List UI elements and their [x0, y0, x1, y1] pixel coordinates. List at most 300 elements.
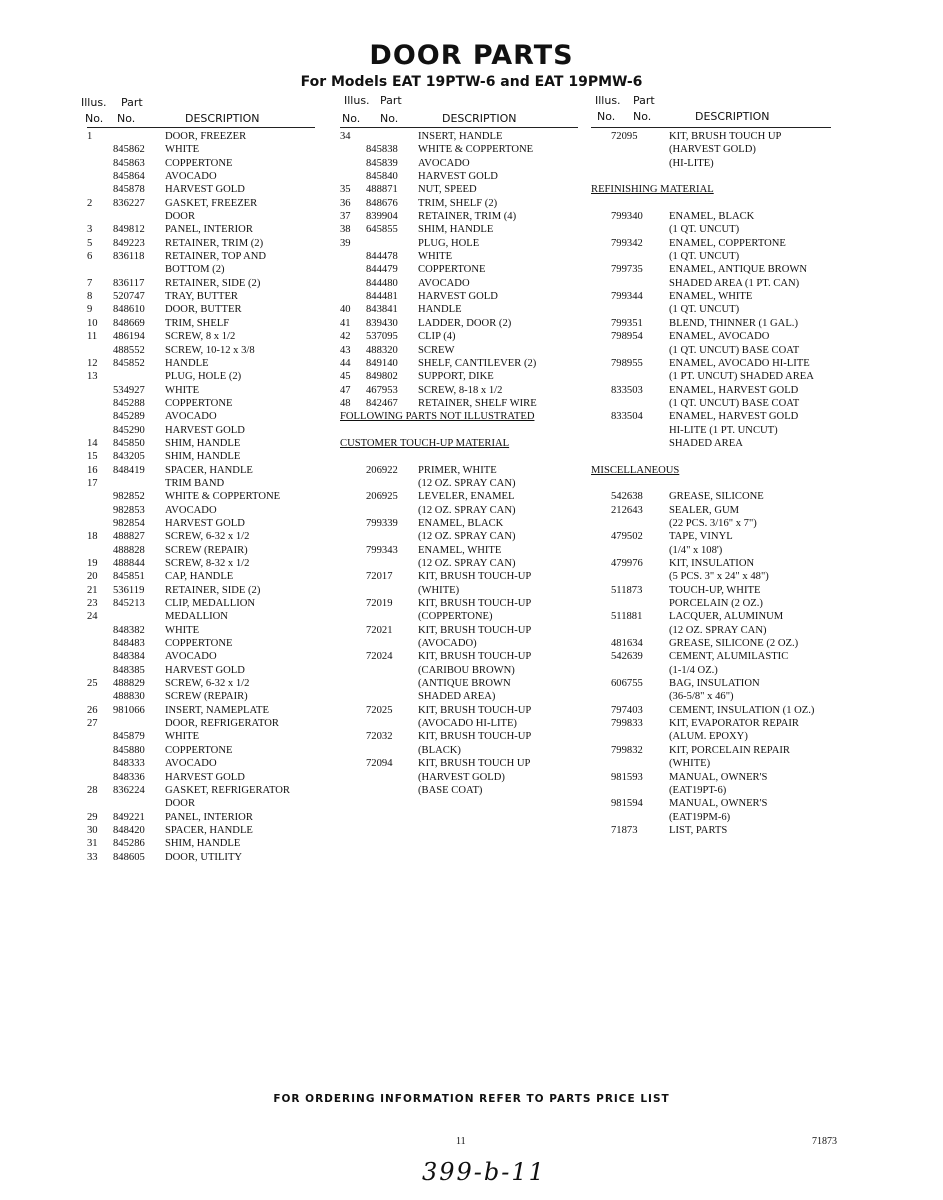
part-description: PANEL, INTERIOR	[165, 811, 253, 823]
part-description: (HARVEST GOLD)	[669, 144, 756, 156]
illus-number: 27	[87, 718, 98, 730]
part-row	[591, 757, 831, 770]
part-description: (1 PT. UNCUT) SHADED AREA	[669, 371, 814, 383]
part-row	[591, 397, 831, 410]
part-row	[340, 610, 578, 623]
part-number: 799351	[611, 317, 643, 329]
part-number: 488871	[366, 184, 398, 196]
part-description: KIT, BRUSH TOUCH-UP	[418, 598, 532, 610]
part-description: CLIP, MEDALLION	[165, 598, 256, 610]
part-number: 981594	[611, 798, 643, 810]
part-description: RETAINER, SHELF WIRE	[418, 397, 537, 409]
part-row	[591, 690, 831, 703]
part-description: (EAT19PT-6)	[669, 784, 727, 796]
part-description: BLEND, THINNER (1 GAL.)	[669, 317, 798, 329]
part-number: 799343	[366, 544, 398, 556]
part-description: KIT, BRUSH TOUCH-UP	[418, 651, 532, 663]
part-number: 72095	[611, 131, 638, 142]
part-row	[87, 223, 315, 236]
part-description: HARVEST GOLD	[165, 424, 245, 436]
part-row	[87, 317, 315, 330]
part-row	[87, 197, 315, 210]
part-number: 845862	[113, 144, 145, 156]
part-number: 606755	[611, 678, 643, 690]
part-number: 534927	[113, 384, 145, 396]
part-description: KIT, BRUSH TOUCH-UP	[418, 704, 532, 716]
illus-number: 8	[87, 291, 93, 303]
section-heading	[340, 410, 578, 423]
part-number: 836117	[113, 277, 145, 289]
part-description: TRAY, BUTTER	[165, 291, 238, 303]
part-description: BAG, INSULATION	[669, 678, 760, 690]
part-number: 833504	[611, 411, 643, 423]
part-description: DOOR, FREEZER	[165, 131, 247, 142]
part-description: COPPERTONE	[165, 638, 233, 650]
part-row	[340, 130, 578, 143]
part-description: DOOR	[165, 211, 196, 223]
header-part: Part	[633, 94, 655, 107]
part-row	[87, 664, 315, 677]
illus-number: 35	[340, 184, 351, 196]
illus-number: 48	[340, 397, 351, 409]
part-description: WHITE	[418, 251, 453, 263]
part-description: (WHITE)	[418, 584, 460, 596]
part-description: ENAMEL, HARVEST GOLD	[669, 384, 799, 396]
section-heading-label: FOLLOWING PARTS NOT ILLUSTRATED	[340, 411, 535, 423]
part-row	[87, 277, 315, 290]
part-number: 843841	[366, 304, 398, 316]
part-row	[87, 824, 315, 837]
part-number: 844479	[366, 264, 398, 276]
part-number: 542638	[611, 491, 643, 503]
part-number: 845838	[366, 144, 398, 156]
page-subtitle: For Models EAT 19PTW-6 and EAT 19PMW-6	[300, 74, 643, 90]
part-row	[87, 384, 315, 397]
part-row	[591, 610, 831, 623]
column-header	[81, 94, 315, 130]
part-row	[591, 570, 831, 583]
part-description: COPPERTONE	[418, 264, 486, 276]
part-description: KIT, BRUSH TOUCH UP	[669, 131, 782, 142]
part-description: ENAMEL, AVOCADO HI-LITE	[669, 357, 810, 369]
part-row	[591, 410, 831, 423]
part-row	[87, 237, 315, 250]
part-description: KIT, EVAPORATOR REPAIR	[669, 718, 799, 730]
part-number: 848333	[113, 758, 145, 770]
illus-number: 29	[87, 811, 98, 823]
part-description: RETAINER, SIDE (2)	[165, 584, 261, 596]
part-description: (BLACK)	[418, 744, 461, 756]
header-part: Part	[121, 96, 143, 109]
header-part-no: No.	[117, 112, 136, 125]
part-row	[591, 130, 831, 143]
part-number: 845286	[113, 838, 145, 850]
part-description: TRIM, SHELF	[165, 317, 230, 329]
part-number: 836118	[113, 251, 145, 263]
part-number: 488552	[113, 344, 145, 356]
part-number: 845880	[113, 744, 145, 756]
part-row	[591, 704, 831, 717]
part-number: 212643	[611, 504, 643, 516]
part-row	[87, 210, 315, 223]
part-row	[87, 744, 315, 757]
part-number: 797403	[611, 704, 643, 716]
part-number: 845840	[366, 171, 398, 183]
part-row	[340, 704, 578, 717]
part-number: 542639	[611, 651, 643, 663]
part-row	[340, 544, 578, 557]
part-row	[87, 170, 315, 183]
part-row	[87, 811, 315, 824]
part-row	[340, 744, 578, 757]
part-description: PANEL, INTERIOR	[165, 224, 253, 236]
part-number: 836227	[113, 197, 145, 209]
part-row	[591, 730, 831, 743]
part-description: (1 QT. UNCUT)	[669, 251, 740, 263]
illus-number: 42	[340, 331, 351, 343]
section-heading-label: MISCELLANEOUS	[591, 464, 680, 476]
section-heading	[340, 437, 578, 450]
part-number: 849223	[113, 237, 145, 249]
illus-number: 44	[340, 357, 351, 369]
part-description: (22 PCS. 3/16" x 7")	[669, 517, 757, 529]
column-header	[591, 94, 831, 130]
part-row	[340, 197, 578, 210]
header-description: DESCRIPTION	[185, 112, 260, 125]
part-description: (ANTIQUE BROWN	[418, 678, 511, 690]
illus-number: 26	[87, 704, 98, 716]
part-description: SHIM, HANDLE	[165, 437, 241, 449]
part-row	[591, 277, 831, 290]
section-heading	[591, 464, 831, 477]
part-description: LACQUER, ALUMINUM	[669, 611, 784, 623]
part-description: (HARVEST GOLD)	[418, 771, 505, 783]
part-row	[87, 557, 315, 570]
part-number: 981593	[611, 771, 643, 783]
header-illus: Illus.	[595, 94, 621, 107]
part-row	[340, 570, 578, 583]
part-row	[340, 357, 578, 370]
part-description: KIT, BRUSH TOUCH-UP	[418, 731, 532, 743]
part-description: HANDLE	[165, 357, 209, 369]
part-row	[340, 517, 578, 530]
part-number: 488320	[366, 344, 398, 356]
part-description: SPACER, HANDLE	[165, 464, 253, 476]
part-row	[87, 250, 315, 263]
illus-number: 14	[87, 437, 98, 449]
part-description: ENAMEL, AVOCADO	[669, 331, 770, 343]
part-row	[591, 824, 831, 837]
illus-number: 25	[87, 678, 98, 690]
part-number: 798954	[611, 331, 643, 343]
part-row	[340, 464, 578, 477]
part-description: TOUCH-UP, WHITE	[669, 584, 761, 596]
part-row	[591, 143, 831, 156]
illus-number: 15	[87, 451, 98, 463]
part-description: (1-1/4 OZ.)	[669, 664, 718, 676]
part-description: ENAMEL, BLACK	[669, 211, 755, 223]
part-row	[87, 450, 315, 463]
part-row	[87, 517, 315, 530]
part-description: (12 OZ. SPRAY CAN)	[669, 624, 767, 636]
part-number: 511881	[611, 611, 643, 623]
illus-number: 40	[340, 304, 351, 316]
part-row	[87, 130, 315, 143]
illus-number: 10	[87, 317, 98, 329]
illus-number: 28	[87, 784, 98, 796]
spacer-row	[340, 424, 578, 437]
part-number: 848336	[113, 771, 145, 783]
column-header	[340, 94, 578, 130]
part-row	[340, 784, 578, 797]
illus-number: 34	[340, 131, 351, 142]
part-row	[591, 504, 831, 517]
part-row	[340, 303, 578, 316]
part-row	[340, 557, 578, 570]
part-row	[87, 464, 315, 477]
part-description: DOOR, UTILITY	[165, 851, 243, 863]
part-row	[87, 290, 315, 303]
illus-number: 45	[340, 371, 351, 383]
part-description: GASKET, FREEZER	[165, 197, 258, 209]
part-description: MANUAL, OWNER'S	[669, 798, 768, 810]
illus-number: 20	[87, 571, 98, 583]
parts-column-3	[591, 94, 831, 837]
part-description: SCREW, 8-18 x 1/2	[418, 384, 503, 396]
part-row	[591, 263, 831, 276]
part-row	[340, 370, 578, 383]
part-number: 72017	[366, 571, 393, 583]
illus-number: 39	[340, 237, 351, 249]
part-number: 849221	[113, 811, 145, 823]
part-description: (1 QT. UNCUT)	[669, 224, 740, 236]
ordering-note: FOR ORDERING INFORMATION REFER TO PARTS PRICE LIST	[273, 1093, 670, 1105]
part-row	[87, 263, 315, 276]
part-row	[340, 504, 578, 517]
part-row	[591, 223, 831, 236]
part-row	[340, 771, 578, 784]
part-row	[340, 650, 578, 663]
part-number: 982854	[113, 517, 145, 529]
part-number: 520747	[113, 291, 145, 303]
part-description: HARVEST GOLD	[165, 664, 245, 676]
part-description: DOOR, REFRIGERATOR	[165, 718, 279, 730]
part-description: LADDER, DOOR (2)	[418, 317, 512, 329]
part-description: AVOCADO	[165, 411, 217, 423]
part-row	[591, 530, 831, 543]
part-number: 845289	[113, 411, 145, 423]
part-description: SCREW, 10-12 x 3/8	[165, 344, 255, 356]
part-description: DOOR, BUTTER	[165, 304, 242, 316]
part-number: 848605	[113, 851, 145, 863]
illus-number: 2	[87, 197, 93, 209]
part-row	[87, 570, 315, 583]
part-row	[591, 317, 831, 330]
part-row	[87, 690, 315, 703]
part-row	[340, 637, 578, 650]
part-number: 845879	[113, 731, 145, 743]
part-description: COPPERTONE	[165, 397, 233, 409]
illus-number: 12	[87, 357, 98, 369]
part-description: AVOCADO	[165, 651, 217, 663]
part-row	[340, 330, 578, 343]
part-row	[87, 704, 315, 717]
header-rule	[87, 127, 315, 128]
part-description: INSERT, HANDLE	[418, 131, 503, 142]
part-row	[87, 544, 315, 557]
part-row	[87, 610, 315, 623]
part-description: SHELF, CANTILEVER (2)	[418, 357, 537, 369]
part-row	[591, 357, 831, 370]
part-description: SHADED AREA)	[418, 691, 496, 703]
part-row	[340, 143, 578, 156]
page-title: DOOR PARTS	[369, 40, 574, 71]
part-row	[591, 437, 831, 450]
part-row	[340, 183, 578, 196]
part-number: 836224	[113, 784, 145, 796]
part-description: ENAMEL, BLACK	[418, 517, 504, 529]
header-description: DESCRIPTION	[695, 110, 770, 123]
section-heading-label: CUSTOMER TOUCH-UP MATERIAL	[340, 437, 510, 449]
part-description: RETAINER, TOP AND	[165, 251, 267, 263]
header-part-no: No.	[633, 110, 652, 123]
part-row	[591, 303, 831, 316]
part-number: 844481	[366, 291, 398, 303]
part-number: 845878	[113, 184, 145, 196]
part-row	[87, 757, 315, 770]
handwritten-note: 399-b-11	[422, 1158, 546, 1186]
part-row	[591, 744, 831, 757]
part-description: (12 OZ. SPRAY CAN)	[418, 531, 516, 543]
illus-number: 5	[87, 237, 93, 249]
part-row	[591, 517, 831, 530]
part-row	[340, 397, 578, 410]
part-description: TAPE, VINYL	[669, 531, 733, 543]
part-row	[87, 330, 315, 343]
part-row	[340, 157, 578, 170]
part-row	[340, 384, 578, 397]
part-description: NUT, SPEED	[418, 184, 477, 196]
illus-number: 13	[87, 371, 98, 383]
part-number: 206922	[366, 464, 398, 476]
part-number: 537095	[366, 331, 398, 343]
part-row	[591, 624, 831, 637]
part-number: 536119	[113, 584, 145, 596]
part-row	[87, 797, 315, 810]
part-number: 488829	[113, 678, 145, 690]
part-description: ENAMEL, COPPERTONE	[669, 237, 786, 249]
part-row	[87, 650, 315, 663]
part-number: 72019	[366, 598, 393, 610]
part-row	[87, 851, 315, 864]
part-description: COPPERTONE	[165, 157, 233, 169]
part-number: 799735	[611, 264, 643, 276]
part-description: (12 OZ. SPRAY CAN)	[418, 558, 516, 569]
spacer-row	[591, 450, 831, 463]
part-description: SPACER, HANDLE	[165, 824, 253, 836]
part-row	[591, 584, 831, 597]
part-description: SCREW (REPAIR)	[165, 544, 248, 556]
illus-number: 38	[340, 224, 351, 236]
header-illus: Illus.	[81, 96, 107, 109]
part-row	[591, 677, 831, 690]
part-description: KIT, PORCELAIN REPAIR	[669, 744, 790, 756]
part-description: KIT, INSULATION	[669, 558, 755, 569]
part-description: WHITE	[165, 731, 200, 743]
part-row	[340, 690, 578, 703]
part-description: (1 QT. UNCUT)	[669, 304, 740, 316]
part-row	[340, 757, 578, 770]
spacer-row	[591, 197, 831, 210]
illus-number: 17	[87, 477, 98, 489]
part-number: 849140	[366, 357, 398, 369]
illus-number: 31	[87, 838, 98, 850]
part-row	[340, 597, 578, 610]
part-number: 481634	[611, 638, 643, 650]
part-description: DOOR	[165, 798, 196, 810]
part-row	[340, 170, 578, 183]
part-description: (36-5/8" x 46")	[669, 691, 734, 703]
part-number: 71873	[611, 824, 638, 836]
part-description: ENAMEL, ANTIQUE BROWN	[669, 264, 807, 276]
header-rule	[591, 127, 831, 128]
part-description: (BASE COAT)	[418, 784, 483, 796]
part-number: 982852	[113, 491, 145, 503]
part-description: (1 QT. UNCUT) BASE COAT	[669, 397, 800, 409]
part-description: PLUG, HOLE (2)	[165, 371, 242, 383]
part-row	[591, 290, 831, 303]
illus-number: 1	[87, 131, 93, 142]
part-description: KIT, BRUSH TOUCH-UP	[418, 624, 532, 636]
part-description: WHITE	[165, 624, 200, 636]
part-description: (HI-LITE)	[669, 157, 714, 169]
part-number: 486194	[113, 331, 145, 343]
part-number: 845850	[113, 437, 145, 449]
part-row	[87, 303, 315, 316]
part-number: 833503	[611, 384, 643, 396]
part-number: 845290	[113, 424, 145, 436]
section-heading	[591, 183, 831, 196]
part-description: PRIMER, WHITE	[418, 464, 497, 476]
part-row	[591, 557, 831, 570]
part-description: AVOCADO	[165, 504, 217, 516]
part-row	[591, 237, 831, 250]
part-row	[87, 624, 315, 637]
part-row	[87, 637, 315, 650]
part-row	[340, 624, 578, 637]
part-number: 488828	[113, 544, 145, 556]
part-description: HANDLE	[418, 304, 462, 316]
part-number: 849812	[113, 224, 145, 236]
section-heading-label: REFINISHING MATERIAL	[591, 184, 714, 196]
part-number: 206925	[366, 491, 398, 503]
part-description: MEDALLION	[165, 611, 228, 623]
part-description: HARVEST GOLD	[418, 171, 498, 183]
part-description: TRIM, SHELF (2)	[418, 197, 498, 209]
part-row	[340, 677, 578, 690]
part-number: 848483	[113, 638, 145, 650]
part-number: 848419	[113, 464, 145, 476]
illus-number: 6	[87, 251, 93, 263]
illus-number: 24	[87, 611, 98, 623]
part-description: KIT, BRUSH TOUCH-UP	[418, 571, 532, 583]
part-description: ENAMEL, WHITE	[669, 291, 753, 303]
part-row	[87, 771, 315, 784]
header-rule	[340, 127, 578, 128]
part-row	[591, 664, 831, 677]
part-row	[87, 677, 315, 690]
part-row	[591, 250, 831, 263]
